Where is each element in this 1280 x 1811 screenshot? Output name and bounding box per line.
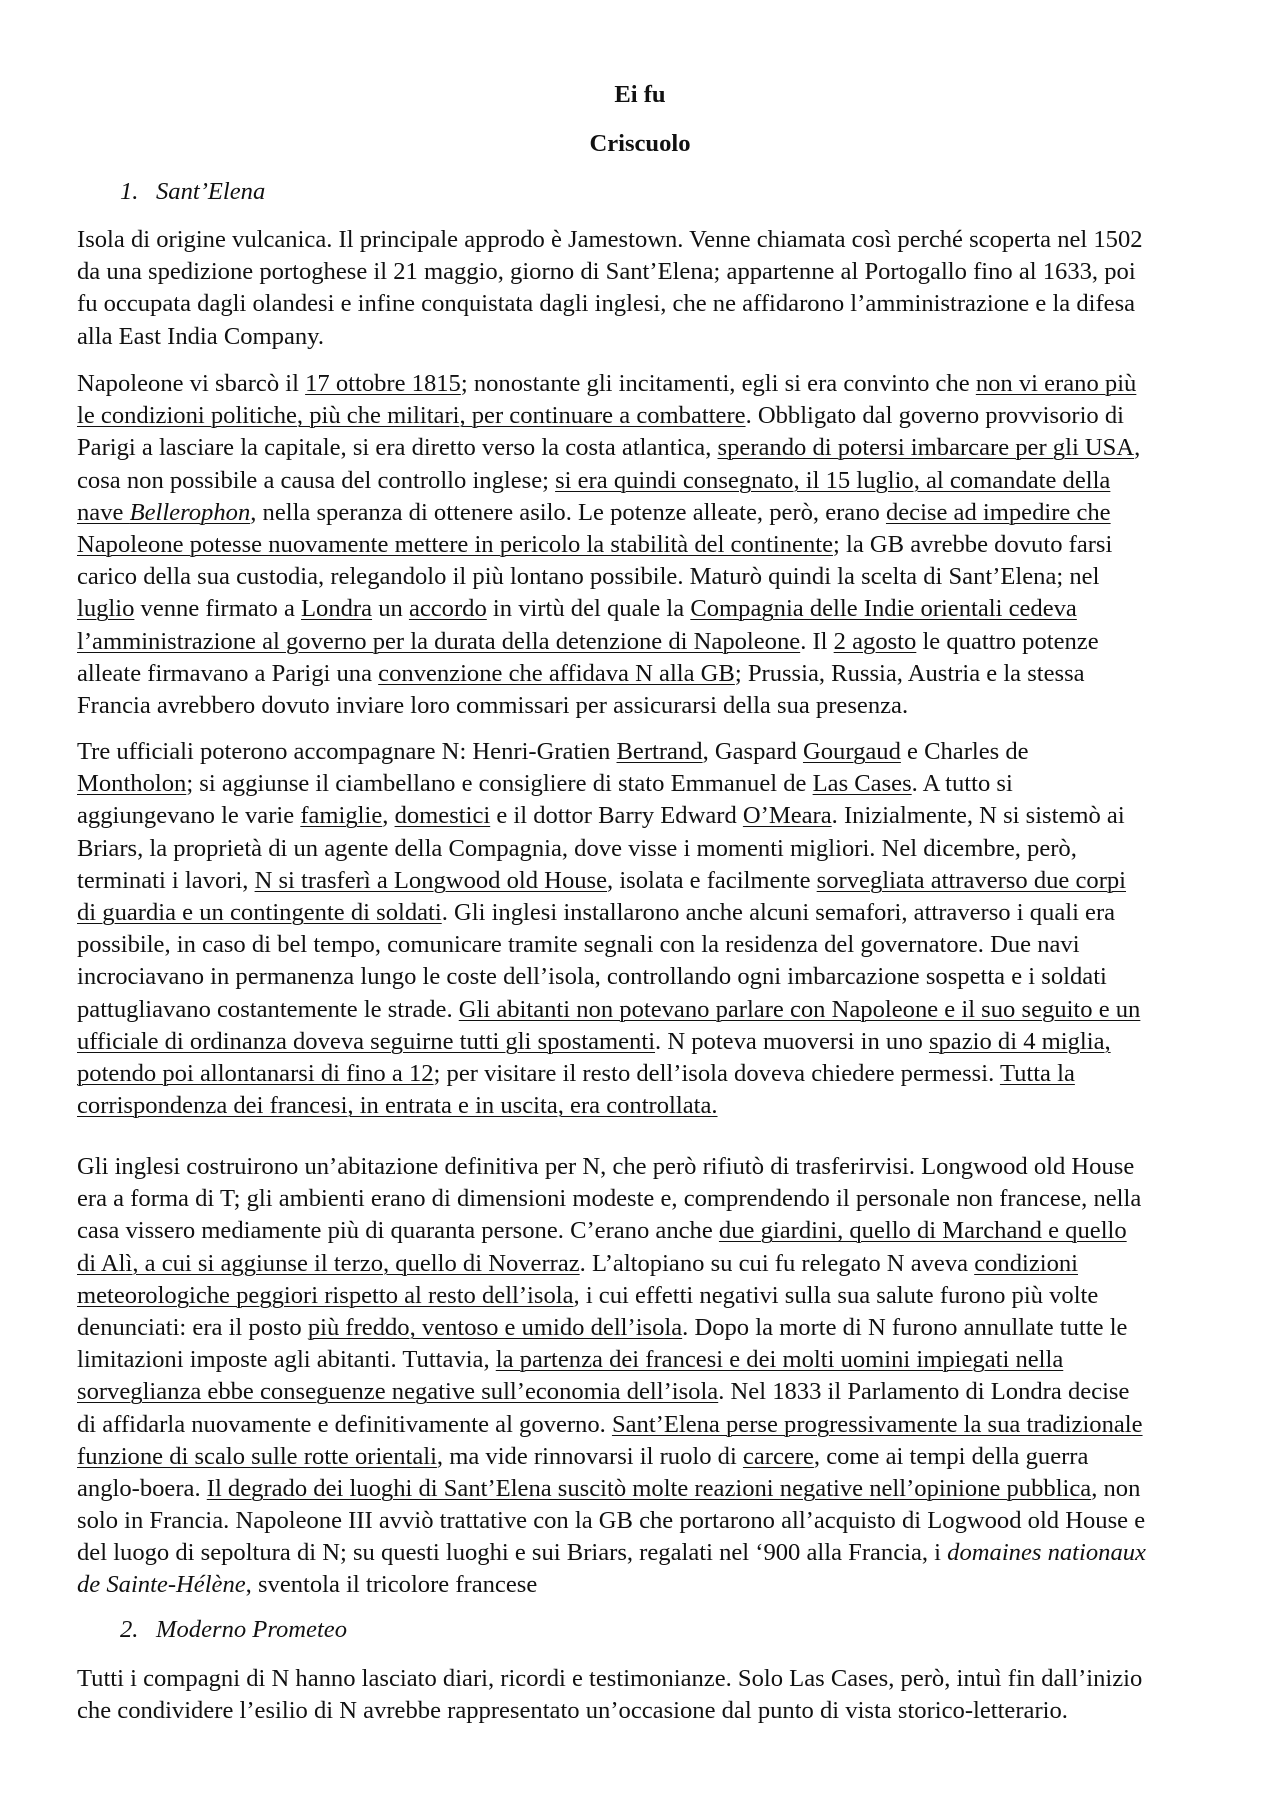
text-line xyxy=(77,626,1200,658)
underlined-text: le condizioni politiche, più che militari, per continuare a combattere xyxy=(77,402,746,430)
paragraph xyxy=(77,736,1200,1122)
text-line xyxy=(77,1441,1200,1473)
text-line xyxy=(77,1505,1200,1537)
text-run: solo in Francia. Napoleone III avviò trattative con la GB che portarono all’acquisto di Logwood old House e xyxy=(77,1507,1146,1535)
text-run: , isolata e facilmente xyxy=(607,866,817,894)
text-run: pattugliavano costantemente le strade. xyxy=(77,995,459,1023)
underlined-text: Tutta la xyxy=(999,1059,1075,1087)
text-run: casa vissero mediamente più di quaranta persone. C’erano anche xyxy=(77,1217,719,1245)
text-line xyxy=(77,865,1200,897)
text-run: un xyxy=(372,595,409,623)
text-run: ; nonostante gli incitamenti, egli si era convinto che xyxy=(460,370,976,397)
text-line xyxy=(77,1248,1200,1280)
text-line xyxy=(77,561,1200,593)
underlined-text: Compagnia delle Indie orientali cedeva xyxy=(690,595,1077,623)
text-run: era a forma di T; gli ambienti erano di dimensioni modeste e, comprendendo il personale non francese, nella xyxy=(77,1185,1142,1213)
text-line xyxy=(77,1537,1200,1569)
text-run: . N poteva muoversi in uno xyxy=(655,1027,929,1055)
text-run: . Inizialmente, N si sistemò ai xyxy=(831,802,1125,830)
text-run: . L’altopiano su cui fu relegato N aveva xyxy=(579,1249,975,1277)
underlined-text: sorvegliata attraverso due corpi xyxy=(816,866,1127,894)
text-line xyxy=(77,1280,1200,1312)
text-run: anglo-boera. xyxy=(77,1474,207,1502)
underlined-text: 2 agosto xyxy=(833,627,917,655)
underlined-text: ufficiale di ordinanza doveva seguirne tutti gli spostamenti xyxy=(77,1027,656,1055)
text-line xyxy=(77,1695,1200,1727)
underlined-text: Gourgaud xyxy=(802,738,901,765)
text-line xyxy=(77,961,1200,993)
text-line xyxy=(77,1151,1200,1183)
text-line xyxy=(77,368,1200,400)
underlined-text: Bertrand xyxy=(616,738,703,765)
text-run: . Gli inglesi installarono anche alcuni semafori, attraverso i quali era xyxy=(441,898,1116,926)
text-run: , non xyxy=(1091,1474,1141,1502)
underlined-text: carcere xyxy=(742,1442,814,1470)
text-line xyxy=(77,288,1200,320)
underlined-text: due giardini, quello di Marchand e quello xyxy=(718,1217,1127,1245)
text-run: ; per visitare il resto dell’isola doveva chiedere permessi. xyxy=(433,1059,1000,1087)
underlined-text: corrispondenza dei francesi, in entrata e in uscita, era controllata. xyxy=(77,1092,718,1120)
text-line xyxy=(77,994,1200,1026)
text-run: denunciati: era il posto xyxy=(77,1313,308,1341)
underlined-text: Il degrado dei luoghi di Sant’Elena suscitò molte reazioni negative nell’opinione pubblica xyxy=(206,1474,1092,1502)
text-run: cosa non possibile a causa del controllo inglese; xyxy=(77,466,556,494)
text-line xyxy=(77,1058,1200,1090)
section-title: Moderno Prometeo xyxy=(156,1616,348,1643)
underlined-text: Sant’Elena perse progressivamente la sua tradizionale xyxy=(611,1410,1143,1438)
text-run: alla East India Company. xyxy=(77,322,325,350)
underlined-text: sorveglianza ebbe conseguenze negative sull’economia dell’isola xyxy=(77,1378,719,1406)
document-author: Criscuolo xyxy=(589,130,691,157)
underlined-text: convenzione che affidava N alla GB xyxy=(378,659,735,687)
underlined-text: O’Meara xyxy=(742,802,832,830)
text-run: Tutti i compagni di N hanno lasciato diari, ricordi e testimonianze. Solo Las Cases, però, intuì fin dall’inizio xyxy=(77,1665,1143,1692)
underlined-text: domestici xyxy=(394,802,491,830)
underlined-text: di guardia e un contingente di soldati xyxy=(77,898,442,926)
underlined-text: sperando di potersi imbarcare per gli USA xyxy=(717,434,1135,462)
underlined-text: nave xyxy=(77,498,130,526)
underlined-text: Napoleone potesse nuovamente mettere in pericolo la stabilità del continente xyxy=(77,530,833,558)
underlined-text: potendo poi allontanarsi di fino a 12 xyxy=(77,1059,434,1087)
text-run: possibile, in caso di bel tempo, comunicare tramite segnali con la residenza del governatore. Due navi xyxy=(77,931,1080,959)
text-line xyxy=(77,690,1200,722)
underlined-text: di Alì, a cui si aggiunse il terzo, quello di Noverraz xyxy=(77,1249,580,1277)
section-heading-2 xyxy=(120,1614,347,1646)
text-run: . Dopo la morte di N furono annullate tutte le xyxy=(682,1313,1128,1341)
section-number: 1. xyxy=(120,178,139,205)
text-run: incrociavano in permanenza lungo le coste dell’isola, controllando ogni imbarcazione sospetta e i soldati xyxy=(77,963,1107,991)
text-run: , come ai tempi della guerra xyxy=(813,1442,1089,1470)
underlined-text: non vi erano più xyxy=(975,370,1137,397)
text-run: , Gaspard xyxy=(702,738,803,765)
underlined-text: N si trasferì a Longwood old House xyxy=(254,866,608,894)
text-run: Gli inglesi costruirono un’abitazione definitiva per N, che però rifiutò di trasferirvisi. Longwood old House xyxy=(77,1153,1135,1180)
text-line xyxy=(77,800,1200,832)
text-line xyxy=(77,497,1200,529)
text-run: , ma vide rinnovarsi il ruolo di xyxy=(436,1442,743,1470)
text-run: Francia avrebbero dovuto inviare loro commissari per assicurarsi della sua presenza. xyxy=(77,691,909,719)
underlined-text: luglio xyxy=(77,595,135,623)
underlined-text: decise ad impedire che xyxy=(885,498,1111,526)
text-line xyxy=(77,658,1200,690)
underlined-text: famiglie xyxy=(300,802,383,830)
underlined-text: meteorologiche peggiori rispetto al resto dell’isola xyxy=(77,1281,574,1309)
text-run: , xyxy=(1134,434,1141,462)
text-run: fu occupata dagli olandesi e infine conquistata dagli inglesi, che ne affidarono l’amministrazione e la difesa xyxy=(77,290,1136,318)
text-line xyxy=(77,224,1200,256)
document-title: Ei fu xyxy=(614,81,666,108)
text-run: , sventola il tricolore francese xyxy=(245,1571,538,1599)
text-run: in virtù del quale la xyxy=(486,595,691,623)
underlined-text: l’amministrazione al governo per la durata della detenzione di Napoleone xyxy=(77,627,801,655)
text-run: , xyxy=(382,802,395,830)
text-run: di affidarla nuovamente e definitivamente al governo. xyxy=(77,1410,612,1438)
underlined-text: Bellerophon xyxy=(129,498,251,526)
text-run: terminati i lavori, xyxy=(77,866,255,894)
underlined-text: accordo xyxy=(408,595,487,623)
text-run: , i cui effetti negativi sulla sua salute furono più volte xyxy=(573,1281,1099,1309)
text-run: e il dottor Barry Edward xyxy=(490,802,743,830)
text-run: ; si aggiunse il ciambellano e consigliere di stato Emmanuel de xyxy=(186,770,813,798)
text-run: limitazioni imposte agli abitanti. Tuttavia, xyxy=(77,1346,496,1374)
text-run: Napoleone vi sbarcò il xyxy=(77,370,306,397)
text-run: ; la GB avrebbe dovuto farsi xyxy=(833,530,1113,558)
paragraph xyxy=(77,224,1200,353)
text-run: . Obbligato dal governo provvisorio di xyxy=(745,402,1124,430)
text-run: . Il xyxy=(800,627,834,655)
text-run: . Nel 1833 il Parlamento di Londra decise xyxy=(718,1378,1130,1406)
text-line xyxy=(77,1090,1200,1122)
underlined-text: condizioni xyxy=(974,1249,1079,1277)
text-line xyxy=(77,1569,1200,1601)
underlined-text: 17 ottobre 1815 xyxy=(305,370,461,397)
text-line xyxy=(77,1663,1200,1695)
text-line xyxy=(77,1215,1200,1247)
text-line xyxy=(77,1344,1200,1376)
underlined-text: Las Cases xyxy=(812,770,912,798)
paragraph xyxy=(77,1151,1200,1602)
text-run: aggiungevano le varie xyxy=(77,802,301,830)
section-number: 2. xyxy=(120,1616,139,1643)
text-line xyxy=(77,897,1200,929)
text-line xyxy=(77,1409,1200,1441)
paragraph xyxy=(77,1663,1200,1727)
text-run: . A tutto si xyxy=(911,770,1013,798)
text-run: carico della sua custodia, relegandolo il più lontano possibile. Maturò quindi la scelta di Sant’Elena; nel xyxy=(77,563,1100,591)
underlined-text: Montholon xyxy=(77,770,187,798)
text-line xyxy=(77,593,1200,625)
italic-text: domaines nationaux xyxy=(947,1539,1146,1567)
text-line xyxy=(77,1376,1200,1408)
section-heading-1 xyxy=(120,176,265,208)
paragraph xyxy=(77,368,1200,722)
underlined-text: Londra xyxy=(301,595,373,623)
text-line xyxy=(77,929,1200,961)
text-line xyxy=(77,400,1200,432)
text-line xyxy=(77,736,1200,768)
underlined-text: la partenza dei francesi e dei molti uomini impiegati nella xyxy=(495,1346,1064,1374)
text-run: da una spedizione portoghese il 21 maggio, giorno di Sant’Elena; appartenne al Portogallo fino al 1633, poi xyxy=(77,258,1136,286)
text-line xyxy=(77,256,1200,288)
text-run: e Charles de xyxy=(900,738,1029,765)
text-line xyxy=(77,465,1200,497)
text-run: Parigi a lasciare la capitale, si era diretto verso la costa atlantica, xyxy=(77,434,718,462)
underlined-text: si era quindi consegnato, il 15 luglio, al comandate della xyxy=(555,466,1111,494)
underlined-text: Gli abitanti non potevano parlare con Napoleone e il suo seguito e un xyxy=(458,995,1141,1023)
text-line xyxy=(77,768,1200,800)
text-run: Tre ufficiali poterono accompagnare N: Henri-Gratien xyxy=(77,738,617,765)
text-line xyxy=(77,833,1200,865)
text-run: del luogo di sepoltura di N; su questi luoghi e sui Briars, regalati nel ‘900 alla Francia, i xyxy=(77,1539,948,1567)
text-line xyxy=(77,1473,1200,1505)
text-line xyxy=(77,1026,1200,1058)
section-title: Sant’Elena xyxy=(156,178,266,205)
text-line xyxy=(77,1312,1200,1344)
text-run: alleate firmavano a Parigi una xyxy=(77,659,379,687)
italic-text: de Sainte-Hélène xyxy=(77,1571,246,1599)
text-run: le quattro potenze xyxy=(916,627,1099,655)
text-line xyxy=(77,321,1200,353)
text-line xyxy=(77,1183,1200,1215)
text-run: Briars, la proprietà di un agente della Compagnia, dove visse i momenti migliori. Nel dicembre, però, xyxy=(77,834,1077,862)
text-run: Isola di origine vulcanica. Il principale approdo è Jamestown. Venne chiamata così perché scoperta nel 1502 xyxy=(77,226,1143,253)
text-line xyxy=(77,432,1200,464)
text-line xyxy=(77,529,1200,561)
text-run: che condividere l’esilio di N avrebbe rappresentato un’occasione dal punto di vista storico-letterario. xyxy=(77,1697,1068,1725)
underlined-text: funzione di scalo sulle rotte orientali xyxy=(77,1442,437,1470)
underlined-text: spazio di 4 miglia, xyxy=(928,1027,1111,1055)
underlined-text: più freddo, ventoso e umido dell’isola xyxy=(307,1313,683,1341)
text-run: ; Prussia, Russia, Austria e la stessa xyxy=(734,659,1085,687)
text-run: , nella speranza di ottenere asilo. Le potenze alleate, però, erano xyxy=(250,498,886,526)
text-run: venne firmato a xyxy=(134,595,302,623)
